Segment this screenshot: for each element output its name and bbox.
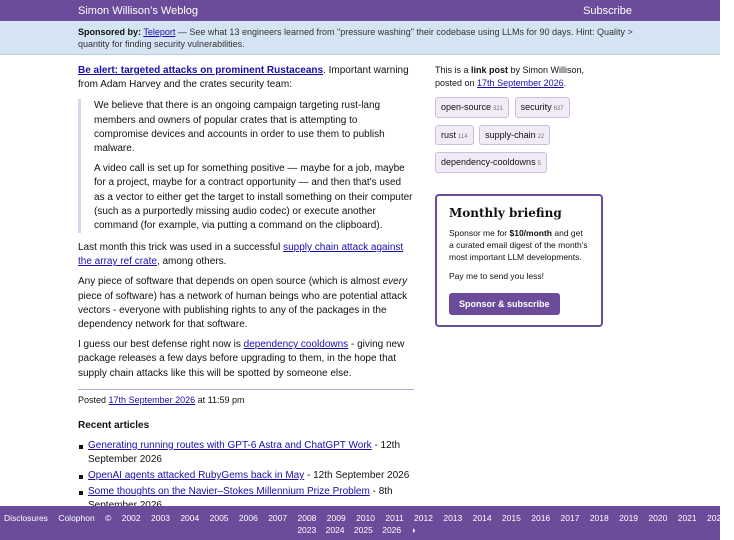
tag-label: supply-chain — [485, 129, 536, 140]
paragraph-1-text: Last month this trick was used in a successful — [78, 242, 284, 254]
year-link[interactable]: 2020 — [648, 513, 668, 523]
year-link[interactable]: 2014 — [472, 513, 492, 523]
quote-paragraph-1: We believe that there is an ongoing campaign targeting rust-lang members and owners of popular crates that is attempting to compromise devices and accounts in order to use them to publish malware. — [94, 100, 385, 154]
paragraph-1 — [78, 241, 414, 269]
intro-text-2: by Simon Willison, posted on — [435, 65, 585, 88]
year-link[interactable]: 2006 — [238, 513, 258, 523]
footer-links-row-2 — [0, 525, 720, 536]
recent-article-link[interactable]: OpenAI agents attacked RubyGems back in May — [88, 470, 305, 482]
posted-label: Posted — [78, 394, 107, 405]
year-link[interactable]: 2021 — [677, 513, 697, 523]
lead-text: . Important warning from Adam Harvey and the crates security team: — [78, 65, 409, 91]
briefing-tagline: Pay me to send you less! — [449, 271, 544, 282]
tag-list — [435, 97, 603, 180]
tag-dependency-cooldowns[interactable] — [435, 152, 547, 173]
blockquote — [78, 99, 414, 233]
year-link[interactable]: 2005 — [209, 513, 229, 523]
recent-article-link[interactable]: Some thoughts on the Navier–Stokes Millennium Prize Problem — [88, 486, 370, 498]
post-title-link[interactable]: Be alert: targeted attacks on prominent Rustaceans — [78, 65, 324, 76]
briefing-title: Monthly briefing — [449, 205, 562, 220]
year-link[interactable]: 2019 — [619, 513, 639, 523]
year-link[interactable]: 2016 — [531, 513, 551, 523]
tag-count: 5 — [537, 161, 541, 168]
year-link[interactable]: 2017 — [560, 513, 580, 523]
sponsor-message: — See what 13 engineers learned from "pressure washing" their codebase using LLMs for 90 days. Hint: Quality > quantity for finding security vulnerabilities. — [78, 27, 633, 50]
tag-open-source[interactable] — [435, 97, 509, 118]
posted-time: at 11:59 pm — [197, 394, 245, 405]
theme-toggle-icon[interactable]: ◑ — [410, 525, 416, 535]
year-link[interactable]: 2008 — [297, 513, 317, 523]
posted-line — [78, 389, 414, 407]
main-content — [78, 64, 414, 516]
tag-supply-chain[interactable] — [479, 125, 550, 146]
recent-articles-list — [78, 439, 414, 514]
lead-paragraph — [78, 64, 414, 92]
intro-bold: link post — [471, 65, 509, 75]
monthly-briefing-box — [435, 194, 603, 327]
briefing-text — [449, 228, 589, 264]
list-item — [88, 439, 414, 467]
paragraph-2-end: piece of software) has a network of human beings who are potential attack vectors - everyone with publishing rights to any of the packages in the dependency network for that software. — [78, 290, 408, 330]
sidebar — [435, 64, 603, 327]
footer-link[interactable]: Disclosures — [4, 513, 48, 523]
paragraph-3 — [78, 338, 414, 381]
intro-text: This is a — [435, 65, 472, 75]
paragraph-1-end: , among others. — [156, 256, 227, 268]
sponsor-subscribe-button[interactable]: Sponsor & subscribe — [449, 293, 560, 315]
tag-count: 321 — [493, 106, 504, 113]
tag-count: 637 — [553, 106, 564, 113]
year-link[interactable]: 2004 — [180, 513, 200, 523]
dependency-cooldowns-link[interactable]: dependency cooldowns — [243, 339, 349, 351]
paragraph-2-emphasis: every — [382, 276, 408, 288]
list-item — [88, 469, 414, 483]
paragraph-2-text: Any piece of software that depends on open source (which is almost — [78, 276, 383, 288]
tag-rust[interactable] — [435, 125, 474, 146]
year-link[interactable]: 2013 — [443, 513, 463, 523]
recent-article-link[interactable]: Generating running routes with GPT-6 Astra and ChatGPT Work — [88, 439, 372, 451]
tag-count: 114 — [458, 133, 468, 140]
paragraph-3-text: I guess our best defense right now is — [78, 339, 244, 351]
sponsor-label: Sponsored by: — [78, 27, 142, 37]
briefing-text-1: Sponsor me for — [449, 227, 510, 238]
year-link[interactable]: 2024 — [325, 525, 345, 535]
year-link[interactable]: 2025 — [353, 525, 373, 535]
tag-label: open-source — [441, 102, 492, 113]
recent-articles-heading: Recent articles — [78, 419, 150, 431]
briefing-price: $10/month — [509, 227, 552, 238]
briefing-text-2: and get a curated email digest of the month's most important LLM developments. — [449, 227, 588, 262]
year-link[interactable]: 2018 — [589, 513, 609, 523]
link-post-info — [435, 64, 603, 89]
recent-article-date: - 8th — [372, 486, 393, 498]
footer — [0, 506, 726, 540]
year-link[interactable]: 2009 — [326, 513, 346, 523]
year-link[interactable]: 2003 — [151, 513, 170, 523]
year-link[interactable]: 2022 — [707, 513, 726, 523]
paragraph-2 — [78, 275, 414, 332]
top-bar — [0, 0, 720, 21]
recent-article-date: - 12th September 2026 — [88, 439, 401, 465]
supply-chain-attack-link[interactable]: supply chain attack against the array ref crate — [78, 242, 404, 268]
site-title[interactable]: Simon Willison’s Weblog — [78, 5, 199, 17]
year-link[interactable]: 2002 — [121, 513, 141, 523]
year-link[interactable]: 2012 — [414, 513, 433, 523]
quote-paragraph-2: A video call is set up for something positive — maybe for a job, maybe for a project, maybe for a contract opportunity — and then that's used as a vector to either get the target to install something on their computer (such as a purportedly missing audio codec) or execute another command (for example, via putting a command on the clipboard). — [94, 163, 413, 231]
year-link[interactable]: 2010 — [356, 513, 376, 523]
footer-links-row-1 — [4, 513, 734, 524]
tag-count: 22 — [537, 133, 545, 140]
year-link[interactable]: 2015 — [501, 513, 521, 523]
year-link[interactable]: 2023 — [297, 525, 317, 535]
sponsor-text — [78, 26, 638, 50]
sponsor-banner — [0, 21, 720, 55]
intro-date-link[interactable]: 17th September 2026 — [477, 77, 564, 88]
paragraph-3-end: - giving new package releases a few days before upgrading to them, in the hope that supply chain attacks like this will be spotted by someone else. — [78, 339, 405, 379]
tag-security[interactable] — [515, 97, 570, 118]
year-link[interactable]: 2026 — [382, 525, 402, 535]
intro-end: . — [563, 77, 567, 88]
footer-link[interactable]: Colophon — [58, 513, 95, 523]
tag-label: rust — [441, 129, 457, 140]
tag-label: security — [520, 102, 552, 113]
sponsor-link[interactable]: Teleport — [143, 27, 176, 37]
year-link[interactable]: 2011 — [385, 513, 404, 523]
recent-article-date: - 12th September 2026 — [304, 470, 410, 482]
year-link[interactable]: 2007 — [268, 513, 288, 523]
copyright-symbol: © — [105, 513, 112, 523]
posted-date-link[interactable]: 17th September 2026 — [108, 394, 196, 405]
subscribe-link[interactable]: Subscribe — [583, 5, 632, 17]
tag-label: dependency-cooldowns — [441, 157, 536, 168]
